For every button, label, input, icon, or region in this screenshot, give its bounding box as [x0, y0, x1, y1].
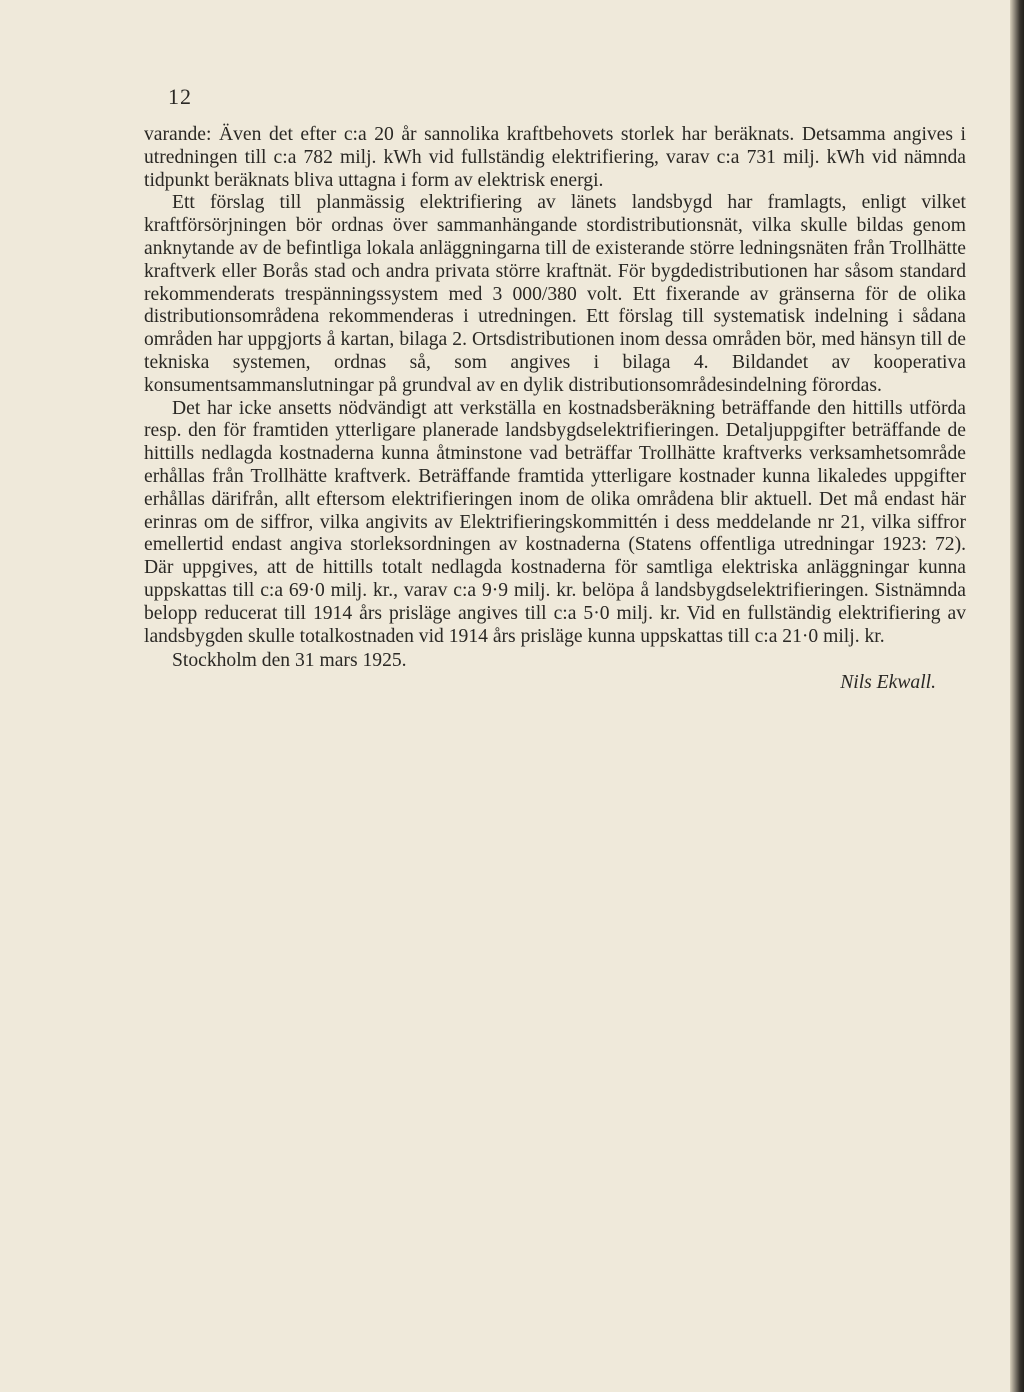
paragraph-cost-estimate: Det har icke ansetts nödvändigt att verkställa en kostnadsberäkning beträffande den hittills utförda resp. den för framtiden ytterligare planerade landsbygdselektrifieringen. Detaljuppgifter beträffande de hittills nedlagda kostnaderna kunna åtminstone vad beträffar Trollhätte kraftverks verksamhetsområde erhållas från Trollhätte kraftverk. Beträffande framtida ytterligare kostnader kunna likaledes uppgifter erhållas därifrån, allt eftersom elektrifieringen inom de olika områdena blir aktuell. Det må endast här erinras om de siffror, vilka angivits av Elektrifieringskommittén i dess meddelande nr 21, vilka siffror emellertid endast angiva storleksordningen av kostnaderna (Statens offentliga utredningar 1923: 72). Där uppgives, att de hittills totalt nedlagda kostnaderna för samtliga elektriska anläggningar kunna uppskattas till c:a 69·0 milj. kr., varav c:a 9·9 milj. kr. belöpa å landsbygdselektrifieringen. Sistnämnda belopp reducerat till 1914 års prisläge angives till c:a 5·0 milj. kr. Vid en fullständig elektrifiering av landsbygden skulle totalkostnaden vid 1914 års prisläge kunna uppskattas till c:a 21·0 milj. kr. [144, 397, 966, 647]
signature-block [144, 650, 966, 694]
page-number: 12 [168, 84, 192, 109]
body-text [144, 124, 966, 694]
signature-name: Nils Ekwall. [840, 672, 936, 694]
paragraph-energy-demand: varande: Även det efter c:a 20 år sannolika kraftbehovets storlek har beräknats. Detsamma angives i utredningen till c:a 782 milj. kWh vid fullständig elektrifiering, varav c:a 731 milj. kWh vid nämnda tidpunkt beräknats bliva uttagna i form av elektrisk energi. [144, 124, 966, 191]
page-edge-shadow [1010, 0, 1024, 1392]
place-date: Stockholm den 31 mars 1925. [172, 650, 407, 672]
paragraph-electrification-proposal: Ett förslag till planmässig elektrifiering av länets landsbygd har framlagts, enligt vilket kraftförsörjningen bör ordnas över sammanhängande stordistributionsnät, vilka skulle bildas genom anknytande av de befintliga lokala anläggningarna till de existerande större ledningsnäten från Trollhätte kraftverk eller Borås stad och andra privata större kraftnät. För bygdedistributionen har såsom standard rekommenderats trespänningssystem med 3 000/380 volt. Ett fixerande av gränserna för de olika distributionsområdena rekommenderas i utredningen. Ett förslag till systematisk indelning i sådana områden har uppgjorts å kartan, bilaga 2. Ortsdistributionen inom dessa områden bör, med hänsyn till de tekniska systemen, ordnas så, som angives i bilaga 4. Bildandet av kooperativa konsumentsammanslutningar på grundval av en dylik distributionsområdesindelning förordas. [144, 192, 966, 396]
